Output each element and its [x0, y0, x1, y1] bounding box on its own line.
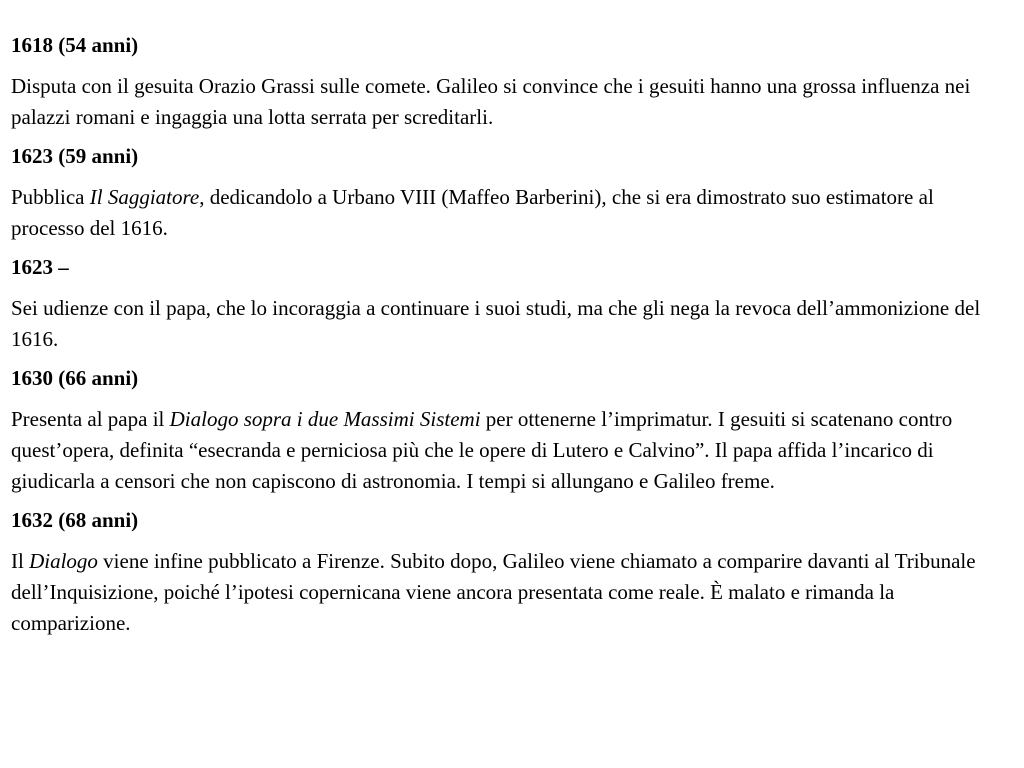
book-title: Dialogo sopra i due Massimi Sistemi	[169, 407, 481, 431]
entry-body	[11, 404, 1012, 497]
entry-heading: 1623 –	[11, 255, 69, 279]
entry-body	[11, 293, 1012, 355]
timeline-entry-1630	[11, 363, 1012, 497]
timeline-entry-1618	[11, 30, 1012, 133]
book-title: Il Saggiatore	[89, 185, 200, 209]
body-text: Pubblica	[11, 185, 90, 209]
entry-body	[11, 182, 1012, 244]
entry-heading: 1632 (68 anni)	[11, 508, 139, 532]
body-text: Disputa con il gesuita Orazio Grassi sulle comete. Galileo si convince che i gesuiti hanno una grossa influenza nei palazzi romani e ingaggia una lotta serrata per screditarli.	[11, 74, 971, 129]
entry-heading: 1630 (66 anni)	[11, 366, 139, 390]
entry-heading: 1618 (54 anni)	[11, 33, 139, 57]
body-text: Presenta al papa il	[11, 407, 170, 431]
entry-heading: 1623 (59 anni)	[11, 144, 139, 168]
body-text: Sei udienze con il papa, che lo incoraggia a continuare i suoi studi, ma che gli nega la revoca dell’ammonizione del 1616.	[11, 296, 981, 351]
entry-body	[11, 71, 1012, 133]
book-title: Dialogo	[29, 549, 98, 573]
timeline-entry-1632	[11, 505, 1012, 639]
body-text: Il	[11, 549, 30, 573]
entry-body	[11, 546, 1012, 639]
timeline-entry-1623-a	[11, 141, 1012, 244]
timeline-entry-1623-b	[11, 252, 1012, 355]
body-text: per ottenerne l’imprimatur. I gesuiti si scatenano contro quest’opera, definita “esecranda e perniciosa più che le opere di Lutero e Calvino”. Il papa affida l’incarico di giudicarla a censori che non capiscono di astronomia. I tempi si allungano e Galileo freme.	[11, 407, 953, 493]
body-text: viene infine pubblicato a Firenze. Subito dopo, Galileo viene chiamato a comparire davanti al Tribunale dell’Inquisizione, poiché l’ipotesi copernicana viene ancora presentata come reale. È malato e rimanda la comparizione.	[11, 549, 976, 635]
body-text: , dedicandolo a Urbano VIII (Maffeo Barberini), che si era dimostrato suo estimatore al processo del 1616.	[11, 185, 934, 240]
